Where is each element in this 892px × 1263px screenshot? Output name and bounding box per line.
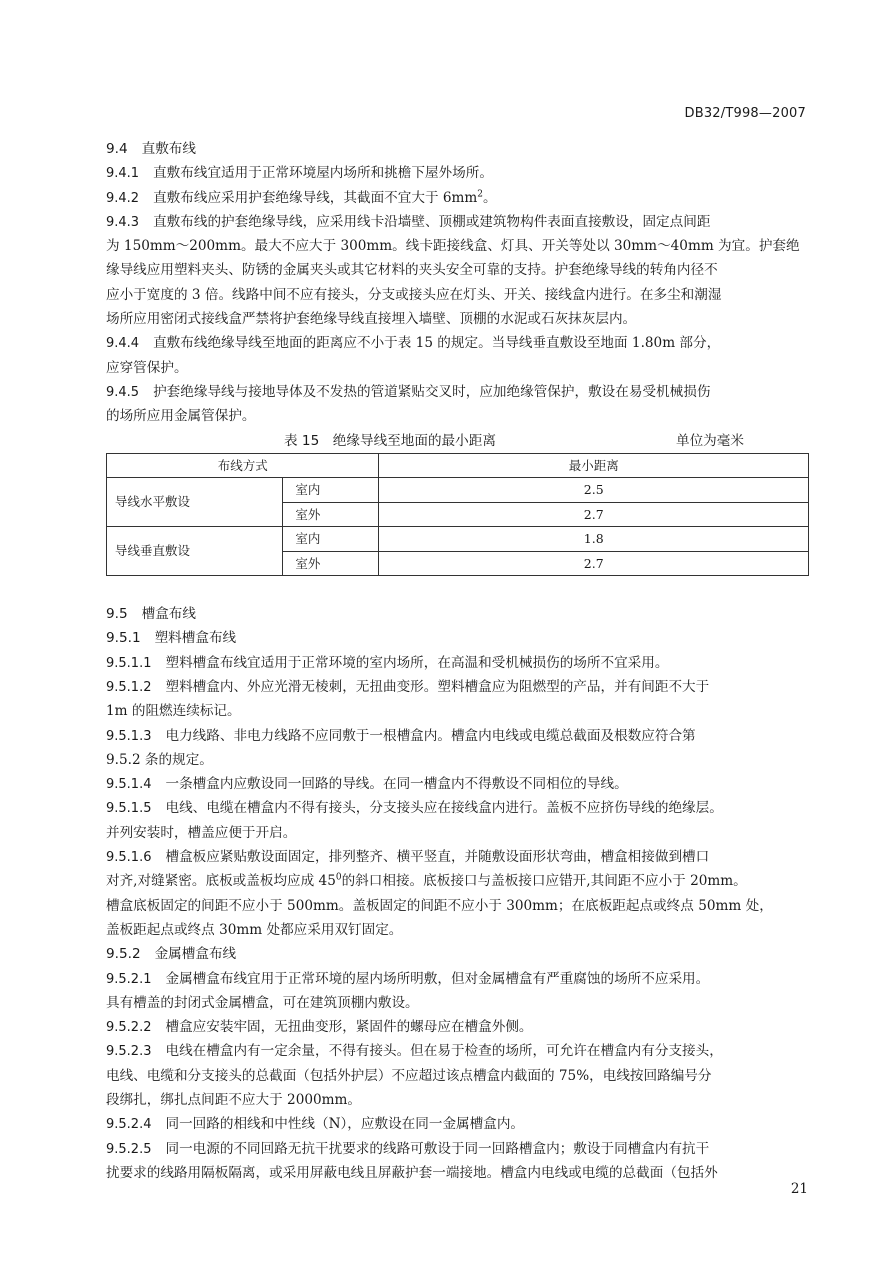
clause-text: 的斜口相接。底板接口与盖板接口应错开,其间距不应小于 20mm。 [341, 873, 747, 890]
clause-9-5-1-6 [106, 845, 810, 869]
clause-number: 9.4.1 [106, 166, 140, 182]
table-unit: 单位为毫米 [676, 432, 744, 449]
clause-number: 9.5.2.4 [106, 1117, 152, 1133]
clause-text-line: 槽盒底板固定的间距不应小于 500mm。盖板固定的间距不应小于 300mm；在底板距起点或终点 50mm 处， [106, 897, 773, 914]
standard-code-header: DB32/T998—2007 [684, 106, 806, 121]
clause-text-line: 应穿管保护。 [106, 359, 188, 376]
clause-text: 同一回路的相线和中性线（N），应敷设在同一金属槽盒内。 [165, 1116, 525, 1133]
clause-9-5-1-3 [106, 724, 810, 748]
subsection-heading-9-5-2 [106, 942, 810, 966]
clause-text: 塑料槽盒内、外应光滑无棱刺，无扭曲变形。塑料槽盒应为阻燃型的产品，并有间距不大于 [165, 678, 710, 695]
clause-text: 直敷布线应采用护套绝缘导线，其截面不宜大于 6mm [153, 189, 478, 206]
clause-number: 9.5.2.1 [106, 971, 152, 987]
clause-number: 9.4.5 [106, 384, 140, 400]
clause-text: 直敷布线宜适用于正常环境屋内场所和挑檐下屋外场所。 [153, 165, 493, 182]
clause-text-end: 。 [483, 189, 497, 206]
table-row [107, 478, 809, 503]
table-cell-place: 室外 [283, 502, 379, 527]
min-distance-table [106, 453, 809, 577]
clause-number: 9.4.2 [106, 190, 140, 206]
table-caption [106, 429, 810, 453]
table-header-row [107, 453, 809, 478]
clause-text: 同一电源的不同回路无抗干扰要求的线路可敷设于同一回路槽盒内；敷设于同槽盒内有抗干 [165, 1140, 710, 1157]
section-heading-9-5 [106, 602, 810, 626]
clause-text-line: 缘导线应用塑料夹头、防锈的金属夹头或其它材料的夹头安全可靠的支持。护套绝缘导线的转角内径不 [106, 262, 718, 279]
subsection-number: 9.5.1 [106, 630, 141, 647]
table-cell-value: 1.8 [379, 527, 809, 552]
clause-text-line [106, 869, 810, 893]
clause-text-line: 的场所应用金属管保护。 [106, 408, 256, 425]
clause-number: 9.5.1.3 [106, 728, 152, 744]
clause-9-4-2 [106, 186, 810, 210]
clause-text-line: 具有槽盖的封闭式金属槽盒，可在建筑顶棚内敷设。 [106, 994, 419, 1011]
superscript: 0 [335, 872, 342, 883]
clause-text-line: 段绑扎，绑扎点间距不应大于 2000mm。 [106, 1092, 362, 1108]
subsection-title: 塑料槽盒布线 [154, 630, 237, 647]
clause-number: 9.5.2.5 [106, 1141, 152, 1157]
subsection-title: 金属槽盒布线 [154, 946, 237, 963]
clause-9-5-2-1 [106, 967, 810, 991]
clause-number: 9.5.1.2 [106, 679, 152, 695]
table-cell-value: 2.5 [379, 478, 809, 503]
clause-text: 金属槽盒布线宜用于正常环境的屋内场所明敷，但对金属槽盒有严重腐蚀的场所不应采用。 [165, 970, 710, 987]
clause-9-4-4 [106, 331, 810, 355]
clause-text: 直敷布线的护套绝缘导线，应采用线卡沿墙壁、顶棚或建筑物构件表面直接敷设，固定点间距 [153, 213, 711, 230]
clause-text-line: 9.5.2 条的规定。 [106, 751, 213, 768]
table-cell-value: 2.7 [379, 551, 809, 576]
table-cell-place: 室内 [283, 478, 379, 503]
section-number: 9.4 [106, 141, 128, 157]
clause-text-line: 1m 的阻燃连续标记。 [106, 703, 241, 720]
clause-number: 9.5.2.2 [106, 1020, 152, 1036]
section-heading-9-4 [106, 137, 810, 161]
clause-text: 槽盒应安装牢固，无扭曲变形，紧固件的螺母应在槽盒外侧。 [165, 1019, 533, 1036]
clause-text: 对齐,对缝紧密。底板或盖板均应成 45 [106, 873, 336, 890]
clause-9-5-2-3 [106, 1039, 810, 1063]
clause-9-4-3 [106, 210, 810, 234]
table-header-cell: 最小距离 [379, 453, 809, 478]
page-body [106, 137, 810, 1185]
clause-text: 电线在槽盒内有一定余量，不得有接头。但在易于检查的场所，可允许在槽盒内有分支接头， [165, 1043, 723, 1060]
clause-9-5-1-4 [106, 772, 810, 796]
clause-text-line: 为 150mm～200mm。最大不应大于 300mm。线卡距接线盒、灯具、开关等处以 30mm～40mm 为宜。护套绝 [106, 238, 800, 255]
table-cell-group: 导线水平敷设 [107, 478, 283, 527]
table-title: 表 15 绝缘导线至地面的最小距离 [284, 432, 496, 449]
clause-number: 9.4.4 [106, 336, 140, 352]
table-cell-place: 室外 [283, 551, 379, 576]
table-row [107, 527, 809, 552]
clause-text: 一条槽盒内应敷设同一回路的导线。在同一槽盒内不得敷设不同相位的导线。 [165, 776, 628, 793]
section-title: 直敷布线 [141, 141, 196, 157]
clause-9-5-1-1 [106, 651, 810, 675]
clause-text-line: 盖板距起点或终点 30mm 处都应采用双钉固定。 [106, 921, 403, 938]
clause-9-4-5 [106, 380, 810, 404]
clause-text-line: 扰要求的线路用隔板隔离，或采用屏蔽电线且屏蔽护套一端接地。槽盒内电线或电缆的总截面（包括外 [106, 1164, 718, 1181]
clause-9-5-1-2 [106, 675, 810, 699]
clause-text: 电力线路、非电力线路不应同敷于一根槽盒内。槽盒内电线或电缆总截面及根数应符合第 [165, 727, 696, 744]
clause-text-line: 应小于宽度的 3 倍。线路中间不应有接头，分支或接头应在灯头、开关、接线盒内进行。在多尘和潮湿 [106, 286, 722, 303]
clause-9-5-2-5 [106, 1137, 810, 1161]
table-cell-place: 室内 [283, 527, 379, 552]
subsection-heading-9-5-1 [106, 626, 810, 650]
clause-9-5-2-2 [106, 1015, 810, 1039]
subsection-number: 9.5.2 [106, 946, 141, 963]
clause-text: 塑料槽盒布线宜适用于正常环境的室内场所，在高温和受机械损伤的场所不宜采用。 [165, 654, 669, 671]
clause-number: 9.5.2.3 [106, 1044, 152, 1060]
clause-text: 电线、电缆在槽盒内不得有接头，分支接头应在接线盒内进行。盖板不应挤伤导线的绝缘层。 [165, 800, 723, 817]
clause-number: 9.5.1.1 [106, 655, 152, 671]
clause-text-line: 并列安装时，槽盖应便于开启。 [106, 824, 297, 841]
clause-9-4-1 [106, 161, 810, 185]
clause-number: 9.5.1.6 [106, 850, 152, 866]
section-title: 槽盒布线 [141, 606, 196, 623]
clause-text: 槽盒板应紧贴敷设面固定，排列整齐、横平竖直，并随敷设面形状弯曲，槽盒相接做到槽口 [165, 849, 710, 866]
section-number: 9.5 [106, 606, 128, 623]
clause-number: 9.4.3 [106, 214, 140, 230]
page-number: 21 [790, 1181, 808, 1197]
clause-text-line: 场所应用密闭式接线盒严禁将护套绝缘导线直接埋入墙壁、顶棚的水泥或石灰抹灰层内。 [106, 311, 637, 328]
clause-text: 护套绝缘导线与接地导体及不发热的管道紧贴交叉时，应加绝缘管保护，敷设在易受机械损伤 [153, 383, 711, 400]
clause-text: 直敷布线绝缘导线至地面的距离应不小于表 15 的规定。当导线垂直敷设至地面 1.80m 部分， [153, 335, 721, 352]
clause-9-5-1-5 [106, 796, 810, 820]
clause-number: 9.5.1.4 [106, 777, 152, 793]
table-cell-group: 导线垂直敷设 [107, 527, 283, 576]
clause-text-line: 电线、电缆和分支接头的总截面（包括外护层）不应超过该点槽盒内截面的 75%，电线按回路编号分 [106, 1067, 712, 1084]
superscript: 2 [477, 189, 484, 200]
clause-9-5-2-4 [106, 1112, 810, 1136]
table-cell-value: 2.7 [379, 502, 809, 527]
table-header-cell: 布线方式 [107, 453, 379, 478]
clause-number: 9.5.1.5 [106, 801, 152, 817]
